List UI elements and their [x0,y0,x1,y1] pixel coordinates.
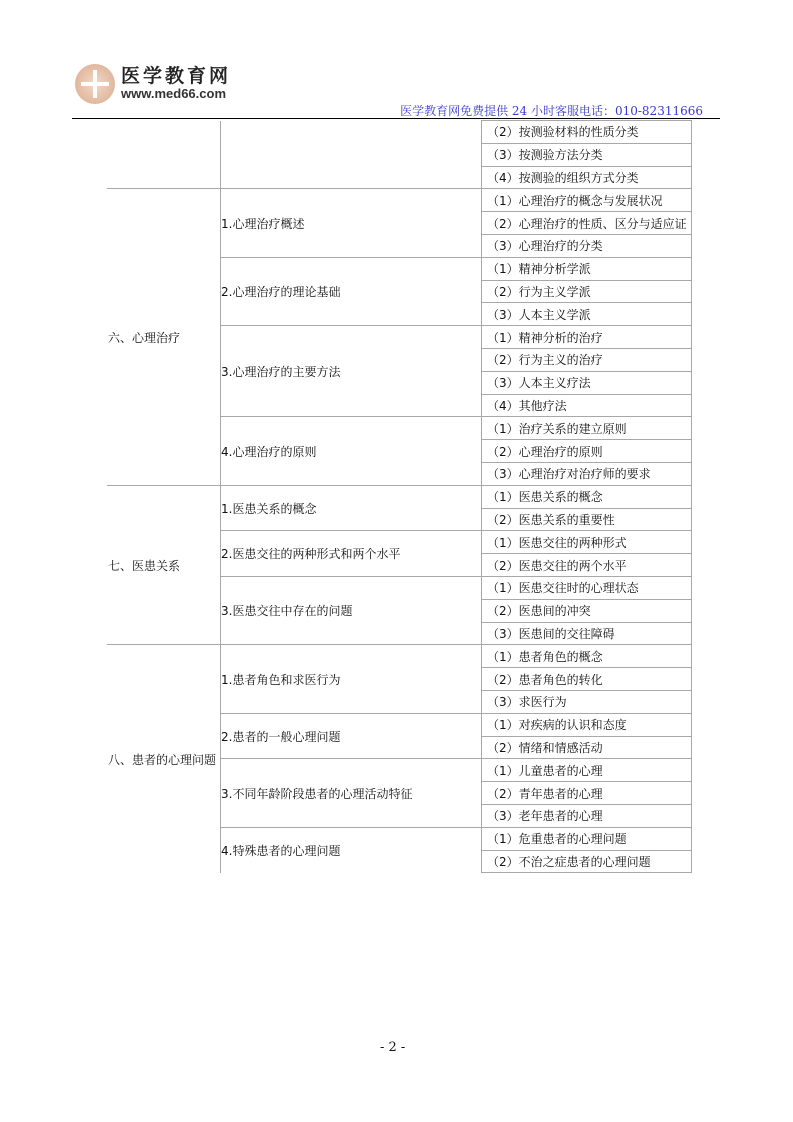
logo-url: www.med66.com [121,86,226,102]
topic-item: （1）精神分析学派 [482,257,692,280]
section-title [107,121,221,189]
topic-item: （2）心理治疗的性质、区分与适应证 [482,212,692,235]
topic-item: （4）其他疗法 [482,394,692,417]
topic-item: （3）心理治疗对治疗师的要求 [482,462,692,485]
topic-item: （1）心理治疗的概念与发展状况 [482,189,692,212]
topic-item: （1）儿童患者的心理 [482,759,692,782]
section-title: 七、医患关系 [107,485,221,645]
topic-title: 3.心理治疗的主要方法 [221,326,482,417]
topic-item: （1）医患关系的概念 [482,485,692,508]
topic-item: （2）患者角色的转化 [482,668,692,691]
topic-title: 1.心理治疗概述 [221,189,482,257]
topic-item: （4）按测验的组织方式分类 [482,166,692,189]
table-row [107,121,692,144]
topic-item: （2）医患交往的两个水平 [482,554,692,577]
topic-item: （3）医患间的交往障碍 [482,622,692,645]
table-row [107,189,692,212]
section-title: 八、患者的心理问题 [107,645,221,873]
topic-item: （2）医患关系的重要性 [482,508,692,531]
topic-item: （3）老年患者的心理 [482,804,692,827]
topic-item: （3）人本主义学派 [482,303,692,326]
topic-item: （2）青年患者的心理 [482,782,692,805]
topic-title: 1.医患关系的概念 [221,485,482,531]
topic-item: （1）患者角色的概念 [482,645,692,668]
section-title: 六、心理治疗 [107,189,221,485]
topic-item: （2）医患间的冲突 [482,599,692,622]
topic-title: 2.患者的一般心理问题 [221,713,482,759]
logo-name: 医学教育网 [121,65,232,88]
header-divider [72,118,720,119]
topic-item: （2）情绪和情感活动 [482,736,692,759]
topic-title: 3.医患交往中存在的问题 [221,576,482,644]
topic-item: （2）行为主义的治疗 [482,348,692,371]
table-row [107,485,692,508]
topic-item: （1）医患交往时的心理状态 [482,576,692,599]
topic-item: （2）按测验材料的性质分类 [482,121,692,144]
topic-title: 2.心理治疗的理论基础 [221,257,482,325]
table-row [107,645,692,668]
topic-title: 1.患者角色和求医行为 [221,645,482,713]
topic-title: 4.特殊患者的心理问题 [221,827,482,873]
topic-item: （3）按测验方法分类 [482,143,692,166]
topic-item: （1）精神分析的治疗 [482,326,692,349]
topic-title: 4.心理治疗的原则 [221,417,482,485]
topic-item: （1）治疗关系的建立原则 [482,417,692,440]
topic-item: （2）行为主义学派 [482,280,692,303]
page-number: - 2 - [380,1040,406,1055]
topic-item: （2）不治之症患者的心理问题 [482,850,692,873]
site-logo [75,60,255,108]
topic-item: （3）求医行为 [482,690,692,713]
topic-item: （3）人本主义疗法 [482,371,692,394]
topic-item: （2）心理治疗的原则 [482,440,692,463]
logo-cross-icon [75,64,115,104]
topic-title: 2.医患交往的两种形式和两个水平 [221,531,482,577]
topic-item: （1）医患交往的两种形式 [482,531,692,554]
topic-item: （1）危重患者的心理问题 [482,827,692,850]
syllabus-table [107,120,692,873]
hotline-text: 医学教育网免费提供 24 小时客服电话：010-82311666 [400,104,703,118]
topic-item: （1）对疾病的认识和态度 [482,713,692,736]
topic-title: 3.不同年龄阶段患者的心理活动特征 [221,759,482,827]
topic-title [221,121,482,189]
topic-item: （3）心理治疗的分类 [482,234,692,257]
